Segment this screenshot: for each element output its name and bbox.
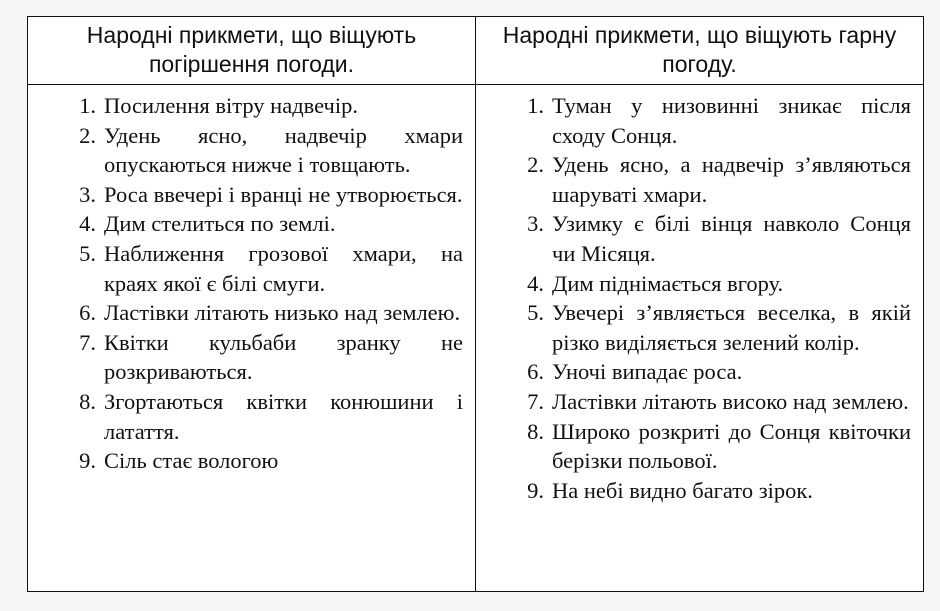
good-weather-sign-item-number: 5. [527, 300, 544, 326]
bad-weather-sign-item-number: 4. [79, 211, 96, 237]
bad-weather-sign-item-number: 9. [79, 448, 96, 474]
good-weather-sign-item [506, 209, 915, 268]
good-weather-sign-item-text: Туман у низовинні зникає після сходу Сонця. [552, 93, 911, 148]
good-weather-sign-item-text: Удень ясно, а надвечір з’являються шаруваті хмари. [552, 152, 911, 207]
good-weather-sign-item-number: 4. [527, 270, 544, 296]
bad-weather-sign-item-number: 8. [79, 388, 96, 414]
bad-weather-sign-item-text: Дим стелиться по землі. [104, 211, 336, 237]
good-weather-list [506, 91, 915, 505]
good-weather-sign-item-number: 8. [527, 418, 544, 444]
good-weather-sign-item [506, 269, 915, 299]
good-weather-sign-item [506, 357, 915, 387]
good-weather-sign-item-text: Широко розкриті до Сонця квіточки берізки польової. [552, 418, 911, 474]
table-header-row [28, 17, 924, 85]
bad-weather-sign-item-number: 7. [79, 329, 96, 355]
bad-weather-sign-item-text: Наближення грозової хмари, на краях якої є білі смуги. [104, 240, 463, 296]
good-weather-sign-item-text: Увечері з’являється веселка, в якій різко виділяється зелений колір. [552, 300, 911, 355]
good-weather-sign-item-number: 6. [527, 359, 544, 385]
bad-weather-sign-item-text: Роса ввечері і вранці не утворюється. [104, 181, 463, 207]
bad-weather-sign-item [58, 239, 467, 298]
bad-weather-sign-item [58, 91, 467, 121]
good-weather-sign-item-text: Узимку є білі вінця навколо Сонця чи Місяця. [552, 211, 911, 266]
bad-weather-sign-item [58, 298, 467, 328]
good-weather-sign-item [506, 91, 915, 150]
bad-weather-sign-item-text: Ластівки літають низько над землею. [104, 300, 461, 326]
good-weather-sign-item [506, 150, 915, 209]
bad-weather-sign-item-number: 5. [79, 240, 96, 266]
bad-weather-sign-item [58, 121, 467, 180]
header-good-weather: Народні прикмети, що віщують гарну погоду. [476, 17, 924, 85]
weather-signs-table [27, 16, 924, 592]
good-weather-sign-item-number: 1. [527, 93, 544, 118]
bad-weather-sign-item-number: 6. [79, 300, 96, 326]
good-weather-sign-item-text: На небі видно багато зірок. [552, 477, 813, 503]
good-weather-sign-item-number: 7. [527, 388, 544, 414]
good-weather-sign-item-text: Уночі випадає роса. [552, 359, 743, 385]
bad-weather-cell [28, 85, 476, 592]
bad-weather-sign-item [58, 328, 467, 387]
good-weather-sign-item-text: Ластівки літають високо над землею. [552, 388, 909, 414]
bad-weather-sign-item-text: Квітки кульбаби зранку не розкриваються. [104, 329, 463, 385]
bad-weather-sign-item-number: 1. [79, 93, 96, 118]
bad-weather-sign-item-text: Посилення вітру надвечір. [104, 93, 359, 118]
bad-weather-sign-item-text: Згортаються квітки конюшини і латаття. [104, 388, 463, 444]
good-weather-sign-item [506, 476, 915, 506]
good-weather-sign-item [506, 387, 915, 417]
bad-weather-sign-item [58, 446, 467, 476]
good-weather-sign-item [506, 298, 915, 357]
bad-weather-sign-item-text: Сіль стає вологою [104, 448, 279, 474]
bad-weather-sign-item-number: 2. [79, 122, 96, 148]
good-weather-cell [476, 85, 924, 592]
table-body-row [28, 85, 924, 592]
good-weather-sign-item-number: 2. [527, 152, 544, 178]
good-weather-sign-item [506, 417, 915, 476]
good-weather-sign-item-number: 3. [527, 211, 544, 237]
bad-weather-sign-item [58, 387, 467, 446]
bad-weather-sign-item [58, 209, 467, 239]
bad-weather-sign-item-number: 3. [79, 181, 96, 207]
good-weather-sign-item-text: Дим піднімається вгору. [552, 270, 784, 296]
bad-weather-sign-item [58, 180, 467, 210]
header-bad-weather: Народні прикмети, що віщують погіршення погоди. [28, 17, 476, 85]
good-weather-sign-item-number: 9. [527, 477, 544, 503]
bad-weather-list [58, 91, 467, 476]
bad-weather-sign-item-text: Удень ясно, надвечір хмари опускаються нижче і товщають. [104, 122, 463, 178]
